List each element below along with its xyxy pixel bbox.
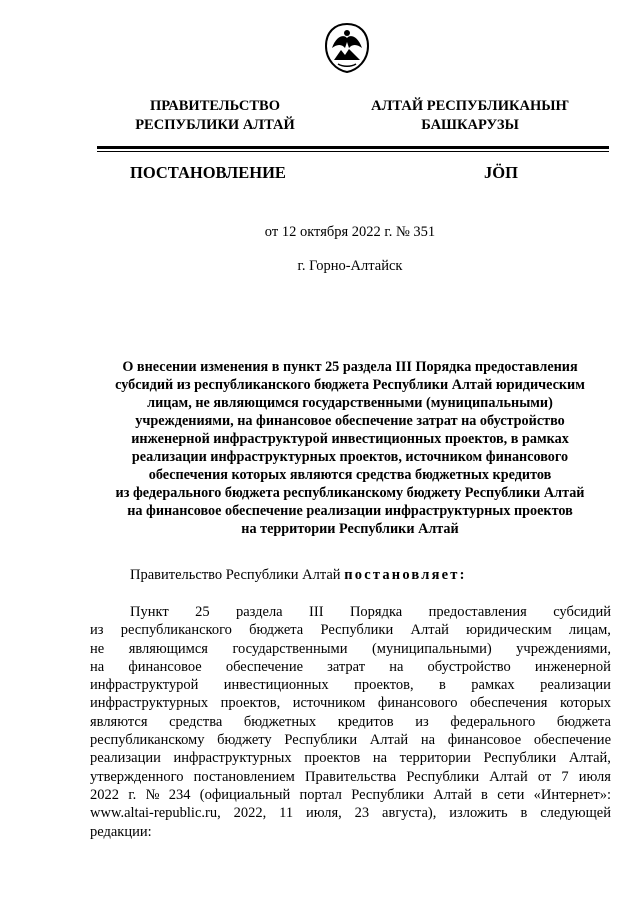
body-word: 25 xyxy=(195,604,210,620)
body-word: Алтай xyxy=(410,622,449,639)
title-line: О внесении изменения в пункт 25 раздела III Порядка предоставления xyxy=(122,359,578,375)
body-word: III xyxy=(309,604,324,620)
government-name-alt-line2: БАШКАРУЗЫ xyxy=(421,117,519,133)
body-word: проектов, xyxy=(354,677,414,694)
body-word: источником xyxy=(292,695,366,712)
body-word: 2022, xyxy=(233,805,267,822)
body-word: Правительства xyxy=(305,768,397,785)
government-name-ru-line1: ПРАВИТЕЛЬСТВО xyxy=(150,98,280,114)
government-name-ru-line2: РЕСПУБЛИКИ АЛТАЙ xyxy=(135,117,295,133)
government-name-alt-line1: АЛТАЙ РЕСПУБЛИКАНЫҤ xyxy=(371,98,569,114)
body-word: затрат xyxy=(327,658,366,675)
body-word: июля xyxy=(578,768,611,785)
body-line xyxy=(90,676,611,694)
body-word: № xyxy=(145,786,160,803)
body-word: средства xyxy=(169,713,223,730)
body-word: инвестиционных xyxy=(223,677,329,694)
body-word: бюджета xyxy=(556,713,611,730)
body-word: на xyxy=(420,732,436,749)
body-line xyxy=(90,640,611,658)
body-word: проектов, xyxy=(220,695,281,712)
document-body xyxy=(90,603,611,841)
body-word: обустройство xyxy=(427,658,511,675)
body-word: кредитов xyxy=(337,713,394,730)
body-word: которых xyxy=(559,695,611,712)
body-word: сети xyxy=(497,786,525,803)
body-word: являются xyxy=(90,713,148,730)
body-word: бюджетных xyxy=(243,713,317,730)
title-line: на финансовое обеспечение реализации инфраструктурных проектов xyxy=(127,503,573,519)
body-word: реализации xyxy=(90,750,161,767)
body-word: на xyxy=(90,658,105,675)
body-word: обеспечения xyxy=(469,695,548,712)
body-word: 7 xyxy=(561,768,569,785)
body-word: проектов xyxy=(304,750,361,767)
body-word: инфраструктурой xyxy=(90,677,199,694)
body-word: рамках xyxy=(471,677,515,694)
body-word: инфраструктурных xyxy=(90,695,209,712)
body-word: Алтай, xyxy=(568,750,611,767)
body-word: финансовое xyxy=(128,658,202,675)
body-line xyxy=(90,621,611,639)
body-word: (официальный xyxy=(199,786,291,803)
body-line xyxy=(90,804,611,822)
body-word: территории xyxy=(399,750,471,767)
body-word: являющимся xyxy=(128,640,208,657)
body-word: www.altai-republic.ru, xyxy=(90,805,221,822)
body-word: юридическим xyxy=(466,622,552,639)
body-word: республиканскому xyxy=(90,732,205,749)
preamble-text: Правительство Республики Алтай xyxy=(130,567,341,583)
body-word: постановлением xyxy=(193,768,295,785)
body-word: обеспечение xyxy=(533,732,611,749)
government-name-ru xyxy=(105,97,325,135)
body-word: (муниципальными) xyxy=(371,640,492,657)
body-word: учреждениями, xyxy=(516,640,611,657)
title-line: инженерной инфраструктурой инвестиционных проектов, в рамках xyxy=(131,431,569,447)
body-word: республиканского xyxy=(120,622,232,639)
body-word: 2022 xyxy=(90,786,119,803)
body-word: финансового xyxy=(377,695,458,712)
title-line: обеспечения которых являются средства бюджетных кредитов xyxy=(148,467,552,483)
body-word: Республики xyxy=(284,732,358,749)
body-word: в xyxy=(439,677,446,694)
body-word: из xyxy=(90,622,104,639)
body-word: обеспечение xyxy=(225,658,304,675)
body-line xyxy=(90,658,611,676)
doctype-alt: JӦП xyxy=(484,163,518,182)
body-line xyxy=(90,694,611,712)
body-line xyxy=(90,768,611,786)
body-word: инфраструктурных xyxy=(173,750,292,767)
document-title xyxy=(90,358,610,538)
preamble-keyword: постановляет: xyxy=(344,567,467,583)
body-word: 11 xyxy=(279,805,294,822)
body-word: 23 xyxy=(354,805,370,822)
body-word: Республики xyxy=(483,750,557,767)
doctype-ru: ПОСТАНОВЛЕНИЕ xyxy=(130,163,286,182)
body-word: не xyxy=(90,640,105,657)
body-word: в xyxy=(520,805,528,822)
body-word: утвержденного xyxy=(90,768,184,785)
government-name-alt xyxy=(345,97,595,135)
body-line xyxy=(90,731,611,749)
header-divider-thick xyxy=(97,146,609,149)
body-line xyxy=(90,749,611,767)
body-word: финансовое xyxy=(447,732,522,749)
body-word: портал xyxy=(299,786,342,803)
body-word: редакции: xyxy=(90,823,152,840)
body-word: Республики xyxy=(320,622,394,639)
body-word: августа), xyxy=(382,805,437,822)
body-word: на xyxy=(372,750,388,767)
title-line: из федерального бюджета республиканскому бюджету Республики Алтай xyxy=(115,485,585,501)
body-word: следующей xyxy=(540,805,611,822)
document-city: г. Горно-Алтайск xyxy=(297,258,403,274)
body-word: Республики xyxy=(406,768,480,785)
body-word: инженерной xyxy=(534,658,611,675)
title-line: лицам, не являющимся государственными (муниципальными) xyxy=(147,395,553,411)
body-word: государственными xyxy=(232,640,348,657)
title-line: на территории Республики Алтай xyxy=(241,521,459,537)
body-word: Алтай xyxy=(433,786,472,803)
body-word: июля, xyxy=(306,805,342,822)
body-word: раздела xyxy=(235,604,283,620)
body-word: изложить xyxy=(449,805,508,822)
body-line xyxy=(90,713,611,731)
body-word: бюджета xyxy=(249,622,304,639)
body-word: Алтай xyxy=(489,768,528,785)
republic-altai-emblem-icon xyxy=(324,22,370,74)
body-line xyxy=(90,786,611,804)
body-word: лицам, xyxy=(568,622,611,639)
body-word: «Интернет»: xyxy=(533,786,611,803)
body-word: на xyxy=(389,658,404,675)
body-word: г. xyxy=(128,786,137,803)
body-word: Алтай xyxy=(369,732,409,749)
title-line: реализации инфраструктурных проектов, источником финансового xyxy=(131,449,569,465)
body-word: из xyxy=(415,713,429,730)
body-word: предоставления xyxy=(428,604,527,620)
body-word: бюджету xyxy=(217,732,272,749)
body-word: в xyxy=(481,786,488,803)
document-date-number: от 12 октября 2022 г. № 351 xyxy=(264,224,436,240)
body-word: от xyxy=(537,768,552,785)
body-word: Порядка xyxy=(349,604,403,620)
body-line xyxy=(90,603,611,621)
body-word: 234 xyxy=(168,786,191,803)
body-word: Пункт xyxy=(130,604,169,620)
title-line: учреждениями, на финансовое обеспечение затрат на обустройство xyxy=(135,413,565,429)
body-line xyxy=(90,823,611,841)
body-word: федерального xyxy=(450,713,536,730)
body-word: субсидий xyxy=(553,604,611,620)
body-word: реализации xyxy=(540,677,611,694)
preamble xyxy=(130,567,467,584)
header-divider-thin xyxy=(97,151,609,152)
title-line: субсидий из республиканского бюджета Республики Алтай юридическим xyxy=(115,377,585,393)
body-word: Республики xyxy=(351,786,424,803)
